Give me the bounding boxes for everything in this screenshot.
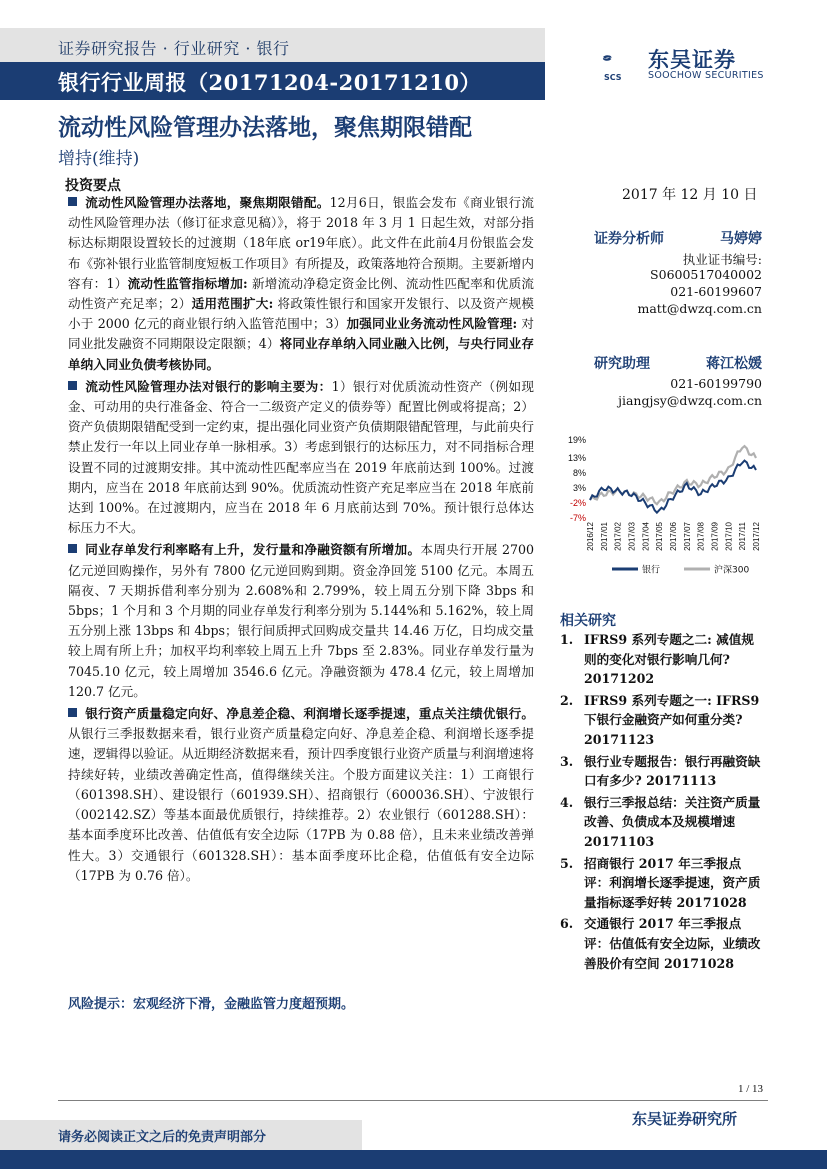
related-item-text: IFRS9 系列专题之二: 减值规则的变化对银行影响几何? 20171202 xyxy=(584,632,754,687)
rating: 增持(维持) xyxy=(58,149,140,169)
stock-performance-chart xyxy=(560,432,764,582)
square-bullet-icon xyxy=(68,381,77,390)
related-item-text: 招商银行 2017 年三季报点评：利润增长逐季提速，资产质量指标逐季好转 20171028 xyxy=(584,855,761,910)
disclaimer: 请务必阅读正文之后的免责声明部分 xyxy=(58,1130,267,1145)
x-tick-label: 2017/08 xyxy=(696,522,706,551)
report-date: 2017 年 12 月 10 日 xyxy=(622,187,758,203)
related-item[interactable] xyxy=(560,793,764,852)
section-title: 投资要点 xyxy=(65,178,121,194)
x-tick-label: 2017/11 xyxy=(738,522,748,551)
x-tick-label: 2017/02 xyxy=(613,522,623,551)
related-item[interactable] xyxy=(560,914,764,973)
series-line-bank xyxy=(590,461,756,513)
paragraph-1-point-2: 适用范围扩大: xyxy=(191,296,274,312)
y-tick-label: 8% xyxy=(572,468,586,478)
headline: 流动性风险管理办法落地，聚焦期限错配 xyxy=(58,114,472,141)
breadcrumb: 证券研究报告 · 行业研究 · 银行 xyxy=(58,39,290,58)
square-bullet-icon xyxy=(68,197,77,206)
paragraph-3 xyxy=(68,540,534,702)
analyst-role: 证券分析师 xyxy=(594,231,664,247)
related-item-number: 6. xyxy=(560,916,574,932)
x-tick-label: 2017/09 xyxy=(710,522,720,551)
paragraph-4-text: 从银行三季报数据来看，银行业资产质量稳定向好、净息差企稳、利润增长逐季提速，逻辑得以验证。从近期经济数据来看，预计四季度银行业资产质量与利润增速将持续好转，业绩改善确定性高，值得继续关注。个股方面建议关注：1）工商银行（601398.SH）、建设银行（601939.SH）、招商银行（600036.SH）、宁波银行（002142.SZ）等基本面最优质银行，持续推荐。2）农业银行（601288.SH）：基本面季度环比改善、估值低有安全边际（17PB 为 0.88 倍），且未来业绩改善弹性大。3）交通银行（601328.SH）：基本面季度环比企稳，估值低有安全边际（17PB 为 0.76 倍）。 xyxy=(68,726,534,883)
paragraph-1-lead: 流动性风险管理办法落地，聚焦期限错配。 xyxy=(85,195,330,210)
report-title: 银行行业周报（20171204-20171210） xyxy=(58,70,482,95)
related-item-text: IFRS9 系列专题之一: IFRS9 下银行金融资产如何重分类? 20171123 xyxy=(584,692,760,747)
related-item-number: 4. xyxy=(560,794,574,810)
x-tick-label: 2016/12 xyxy=(586,522,595,551)
related-item[interactable] xyxy=(560,630,764,689)
x-tick-label: 2017/05 xyxy=(655,522,665,551)
assistant-phone: 021-60199790 xyxy=(670,376,762,391)
x-tick-label: 2017/12 xyxy=(752,522,761,551)
square-bullet-icon xyxy=(68,544,77,553)
paragraph-1-text-4: 对同业批发融资不同期限设定限额；4） xyxy=(68,316,534,352)
assistant-role: 研究助理 xyxy=(594,356,650,372)
paragraph-2-lead: 流动性风险管理办法对银行的影响主要为： xyxy=(85,378,332,394)
paragraph-3-text: 本周央行开展 2700 亿元逆回购操作，另外有 7800 亿元逆回购到期。资金净回笼 5100 亿元。本周五隔夜、7 天期拆借利率分别为 2.608%和 2.799%，较上周五分别下降 3bps 和 5bps；1 个月和 3 个月期的同业存单发行利率分别为 5.144%和 5.162%，较上周五分别上涨 13bps 和 4bps；银行间质押式回购成交量共 14.46 万亿，日均成交量较上周有所上升；加权平均利率较上周五上升 7bps 至 2.83%。同业存单发行量为 7045.10 亿元，较上周增加 3546.6 亿元。净融资额为 478.4 亿元，较上周增加 120.7 亿元。 xyxy=(68,542,535,699)
analyst-name: 马婷婷 xyxy=(720,231,762,247)
license-number: S0600517040002 xyxy=(650,267,762,282)
legend-label: 银行 xyxy=(642,565,661,576)
page-number: 1 / 13 xyxy=(738,1083,764,1095)
risk-warning: 风险提示：宏观经济下滑，金融监管力度超预期。 xyxy=(68,997,355,1012)
legend-label: 沪深300 xyxy=(714,565,750,576)
analyst-email[interactable]: matt@dwzq.com.cn xyxy=(637,301,762,316)
related-research-title: 相关研究 xyxy=(560,613,616,629)
related-item-text: 银行三季报总结：关注资产质量改善、负债成本及规模增速 20171103 xyxy=(584,794,761,849)
bottom-bar xyxy=(0,1150,827,1169)
y-tick-label: 19% xyxy=(567,435,586,445)
y-tick-label: -2% xyxy=(569,498,586,508)
y-tick-label: 3% xyxy=(572,483,586,493)
x-tick-label: 2017/03 xyxy=(627,522,637,551)
paragraph-2-text: 1）银行对优质流动性资产（例如现金、可动用的央行准备金、符合一二级资产定义的债券等）配置比例或将提高；2）资产负债期限错配受到一定约束，提出强化同业资产负债期限错配管理，与此前央行禁止发行一年以上同业存单一脉相承。3）考虑到银行的达标压力，对不同指标合理设置不同的过渡期安排。其中流动性匹配率应当在 2019 年底前达到 100%。过渡期内，应当在 2018 年底前达到 90%。优质流动性资产充足率应当在 2018 年底前达到 100%。在过渡期内，应当在 2018 年 6 月底前达到 70%。预计银行总体达标压力不大。 xyxy=(68,378,534,536)
main-body xyxy=(68,193,534,888)
paragraph-1-point-4: 将同业存单纳入同业融入比例，与央行同业存单纳入同业负债考核协同。 xyxy=(68,336,535,372)
related-item-number: 2. xyxy=(560,692,574,708)
x-tick-label: 2017/07 xyxy=(682,522,692,551)
logo-abbr: SCS xyxy=(604,73,622,82)
related-item[interactable] xyxy=(560,854,764,913)
x-tick-label: 2017/01 xyxy=(599,522,609,551)
related-item[interactable] xyxy=(560,691,764,750)
analyst-phone: 021-60199607 xyxy=(670,284,762,299)
x-tick-label: 2017/04 xyxy=(641,522,651,551)
paragraph-3-lead: 同业存单发行利率略有上升，发行量和净融资额有所增加。 xyxy=(85,542,421,558)
assistant-row xyxy=(594,353,762,373)
logo-name-cn: 东吴证券 xyxy=(648,48,736,72)
footer-divider xyxy=(58,1100,768,1101)
paragraph-1-text-2: 新增流动净稳定资金比例、流动性匹配率和优质流动性资产充足率；2） xyxy=(68,275,534,312)
related-item-number: 1. xyxy=(560,632,574,647)
paragraph-1-point-3: 加强同业业务流动性风险管理: xyxy=(346,316,518,332)
paragraph-1-text-3: 将政策性银行和国家开发银行、以及资产规模小于 2000 亿元的商业银行纳入监管范围中；3） xyxy=(68,296,535,332)
assistant-name: 蒋江松媛 xyxy=(706,356,762,372)
square-bullet-icon xyxy=(68,708,77,717)
paragraph-1-point-1: 流动性监管指标增加: xyxy=(127,275,248,291)
license-label: 执业证书编号: xyxy=(682,252,762,267)
related-item-text: 银行业专题报告：银行再融资缺口有多少? 20171113 xyxy=(584,753,761,789)
x-tick-label: 2017/10 xyxy=(724,522,734,551)
analyst-row xyxy=(594,228,762,248)
assistant-email[interactable]: jiangjsy@dwzq.com.cn xyxy=(618,393,762,408)
y-tick-label: 13% xyxy=(567,453,586,463)
paragraph-4-lead: 银行资产质量稳定向好、净息差企稳、利润增长逐季提速，重点关注绩优银行。 xyxy=(85,706,534,722)
chart-svg xyxy=(560,432,764,582)
paragraph-1-text: 12月6日，银监会发布《商业银行流动性风险管理办法（修订征求意见稿）》，将于 2018 年 3 月 1 日起生效，对部分指标达标期限设置较长的过渡期（18年底 or19年底）。此文件在此前4月份银监会发布《弥补银行业监管制度短板工作项目》有所提及，政策落地符合预期。主要新增内容有：1） xyxy=(68,195,535,291)
y-tick-label: -7% xyxy=(569,513,586,523)
related-item[interactable] xyxy=(560,752,764,791)
paragraph-1 xyxy=(68,193,534,375)
institute-name: 东吴证券研究所 xyxy=(632,1110,738,1128)
x-tick-label: 2017/06 xyxy=(669,522,678,551)
related-item-number: 5. xyxy=(560,855,574,871)
soochow-logo-icon xyxy=(602,44,644,74)
related-item-text: 交通银行 2017 年三季报点评：估值低有安全边际，业绩改善股价有空间 20171028 xyxy=(584,916,761,971)
related-item-number: 3. xyxy=(560,753,574,769)
paragraph-2 xyxy=(68,377,534,539)
logo-name-en: SOOCHOW SECURITIES xyxy=(648,70,764,81)
paragraph-4 xyxy=(68,704,534,886)
related-research-list xyxy=(560,630,764,975)
